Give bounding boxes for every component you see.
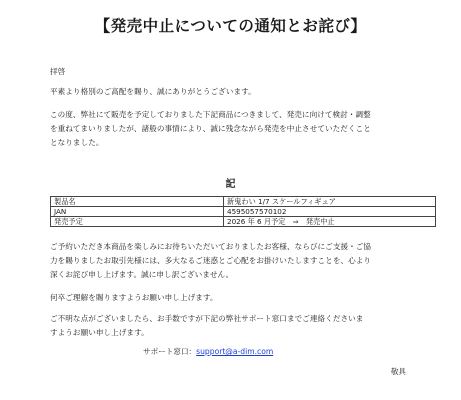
paragraph-line: 深くお詫び申し上げます。誠に申し訳ございません。: [50, 270, 234, 279]
document-title: 【発売中止についての通知とお詫び】: [94, 17, 367, 35]
closing-text: 敬具: [390, 367, 406, 376]
table-cell-label: 発売予定: [51, 217, 224, 227]
table-cell-label: JAN: [51, 207, 224, 217]
table-row: [51, 207, 436, 217]
table-row: [51, 217, 436, 227]
paragraph-announcement: [50, 108, 440, 150]
support-contact: [143, 346, 273, 357]
paragraph-line: この度、弊社にて販売を予定しておりました下記商品につきまして、発売に向けて検討・調整: [50, 110, 371, 119]
greeting: 拝啓: [50, 67, 66, 76]
paragraph-apology: [50, 240, 440, 282]
paragraph-contact: [50, 312, 440, 340]
paragraph-line: すようお願い申し上げます。: [50, 328, 149, 337]
paragraph-line: ご予約いただき本商品を楽しみにお待ちいただいておりましたお客様、ならびにご支援・ご協: [50, 242, 372, 251]
table-cell-value: 新鬼わい 1/7 スケールフィギュア: [224, 197, 436, 207]
table-cell-value: 2026 年 6 月予定 ⇒ 発売中止: [224, 217, 436, 227]
paragraph-line: 力を賜りましたお取引先様には、多大なるご迷惑とご心配をお掛けいたしますことを、心より: [50, 256, 372, 265]
paragraph-line: ご不明な点がございましたら、お手数ですが下記の弊社サポート窓口までご連絡くださいま: [50, 314, 364, 323]
product-table: [50, 196, 436, 227]
support-label: サポート窓口：: [143, 347, 197, 356]
table-cell-label: 製品名: [51, 197, 224, 207]
paragraph-line: となりました。: [50, 138, 104, 147]
table-cell-value: 4595057570102: [224, 207, 436, 217]
intro-text: 平素より格別のご高配を賜り、誠にありがとうございます。: [50, 87, 256, 96]
ki-heading: 記: [225, 179, 236, 190]
table-row: [51, 197, 436, 207]
paragraph-request: 何卒ご理解を賜りますようお願い申し上げます。: [50, 293, 218, 302]
support-email-link[interactable]: support@a-dim.com: [196, 347, 274, 356]
paragraph-line: を重ねてまいりましたが、諸般の事情により、誠に残念ながら発売を中止させていただくこと: [50, 124, 371, 133]
